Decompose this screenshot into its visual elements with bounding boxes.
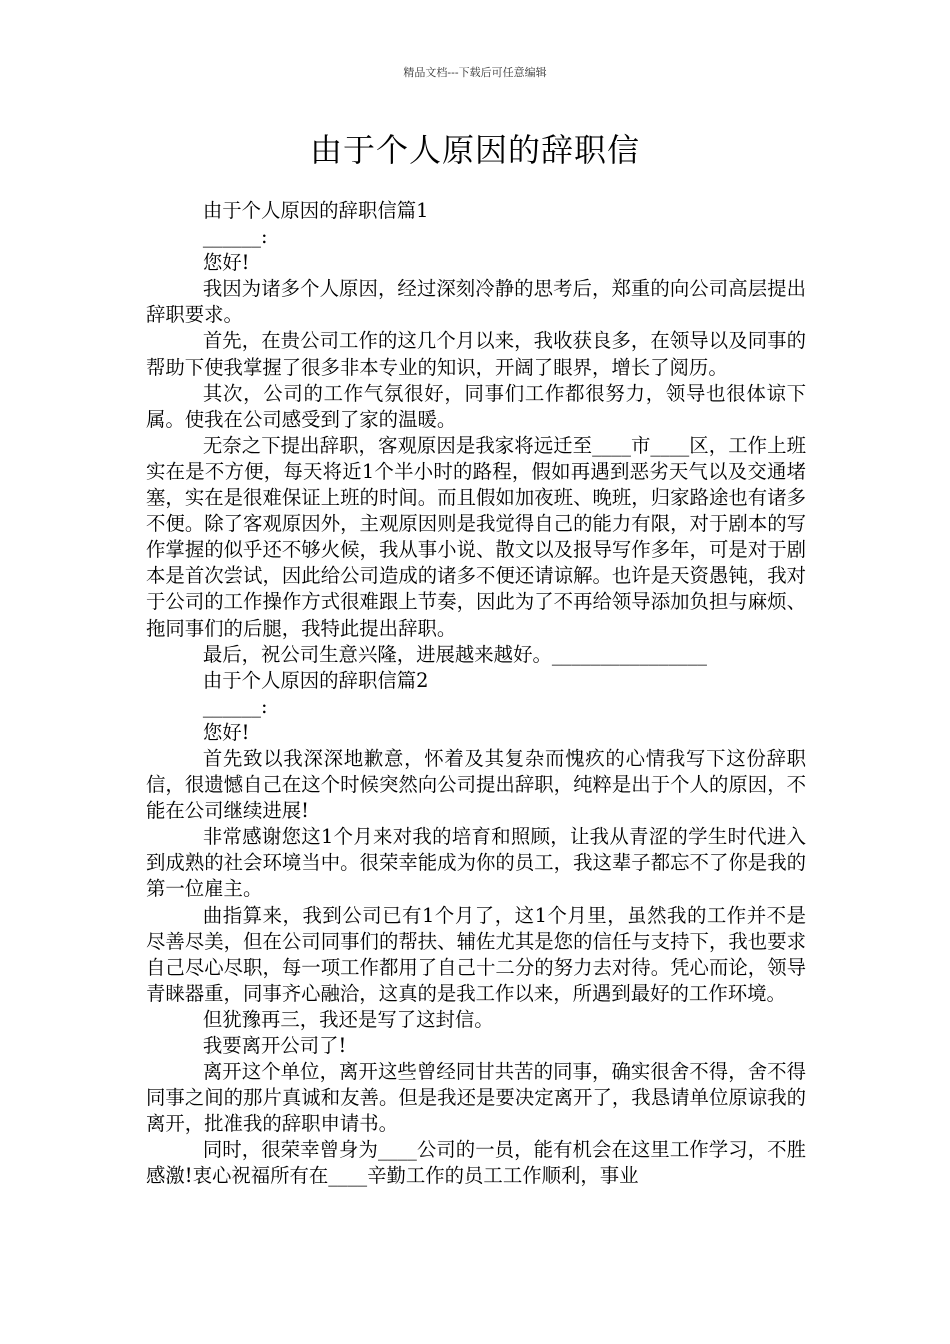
section-heading-2: 由于个人原因的辞职信篇2 <box>202 668 429 692</box>
closing-line: 最后，祝公司生意兴隆，进展越来越好。________________ <box>202 642 707 666</box>
paragraph: 我因为诸多个人原因，经过深刻冷静的思考后，郑重的向公司高层提出辞职要求。 <box>146 277 806 327</box>
document-body <box>146 198 806 1190</box>
document-title: 由于个人原因的辞职信 <box>309 131 640 169</box>
paragraph: 曲指算来，我到公司已有1个月了，这1个月里，虽然我的工作并不是尽善尽美，但在公司同事们的帮扶、辅佐尤其是您的信任与支持下，我也要求自己尽心尽职，每一项工作都用了自己十二分的努力去对待。凭心而论，领导青睐器重，同事齐心融洽，这真的是我工作以来，所遇到最好的工作环境。 <box>146 903 806 1005</box>
paragraph: 我要离开公司了! <box>202 1034 347 1057</box>
paragraph: 首先，在贵公司工作的这几个月以来，我收获良多，在领导以及同事的帮助下使我掌握了很多非本专业的知识，开阔了眼界，增长了阅历。 <box>146 329 806 379</box>
paragraph: 同时，很荣幸曾身为____公司的一员，能有机会在这里工作学习，不胜感激!衷心祝福所有在____辛勤工作的员工工作顺利，事业 <box>146 1138 806 1188</box>
paragraph: 非常感谢您这1个月来对我的培育和照顾，让我从青涩的学生时代进入到成熟的社会环境当中。很荣幸能成为你的员工，我这辈子都忘不了你是我的第一位雇主。 <box>146 825 806 901</box>
salutation-blank: ______: <box>202 694 268 718</box>
header-note: 精品文档---下载后可任意编辑 <box>403 66 547 79</box>
paragraph: 但犹豫再三，我还是写了这封信。 <box>202 1007 494 1031</box>
paragraph: 其次，公司的工作气氛很好，同事们工作都很努力，领导也很体谅下属。使我在公司感受到了家的温暖。 <box>146 381 806 431</box>
section-heading-1: 由于个人原因的辞职信篇1 <box>202 199 429 222</box>
paragraph: 离开这个单位，离开这些曾经同甘共苦的同事，确实很舍不得，舍不得同事之间的那片真诚和友善。但是我还是要决定离开了，我恳请单位原谅我的离开，批准我的辞职申请书。 <box>146 1060 806 1136</box>
salutation-blank: ______: <box>202 225 268 249</box>
paragraph: 无奈之下提出辞职，客观原因是我家将远迁至____市____区，工作上班实在是不方便，每天将近1个半小时的路程，假如再遇到恶劣天气以及交通堵塞，实在是很难保证上班的时间。而且假如加夜班、晚班，归家路途也有诸多不便。除了客观原因外，主观原因则是我觉得自己的能力有限，对于剧本的写作掌握的似乎还不够火候，我从事小说、散文以及报导写作多年，可是对于剧本是首次尝试，因此给公司造成的诸多不便还请谅解。也许是天资愚钝，我对于公司的工作操作方式很难跟上节奏，因此为了不再给领导添加负担与麻烦、拖同事们的后腿，我特此提出辞职。 <box>146 433 806 640</box>
paragraph: 首先致以我深深地歉意，怀着及其复杂而愧疚的心情我写下这份辞职信，很遗憾自己在这个时候突然向公司提出辞职，纯粹是出于个人的原因，不能在公司继续进展! <box>146 746 806 823</box>
greeting: 您好! <box>202 720 250 744</box>
greeting: 您好! <box>202 251 250 275</box>
